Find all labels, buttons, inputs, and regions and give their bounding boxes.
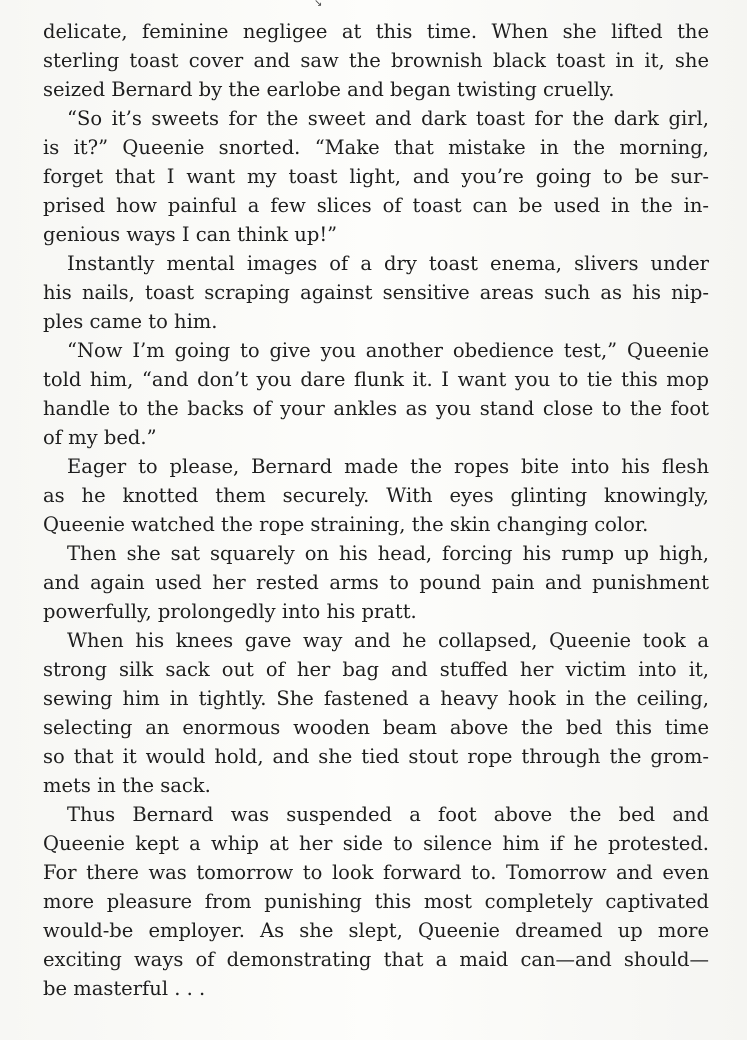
text-line: strong silk sack out of her bag and stuffed her victim into it,: [43, 658, 709, 681]
text-line: Instantly mental images of a dry toast enema, slivers under: [67, 252, 709, 275]
text-line: handle to the backs of your ankles as you stand close to the foot: [43, 397, 709, 420]
text-line: exciting ways of demonstrating that a maid can—and should—: [43, 948, 709, 971]
text-line: forget that I want my toast light, and you’re going to be sur-: [43, 165, 709, 188]
text-line: more pleasure from punishing this most completely captivated: [43, 890, 709, 913]
text-line: genious ways I can think up!”: [43, 223, 338, 246]
text-line: For there was tomorrow to look forward to. Tomorrow and even: [43, 861, 709, 884]
text-line: When his knees gave way and he collapsed, Queenie took a: [67, 629, 709, 652]
text-line: sewing him in tightly. She fastened a heavy hook in the ceiling,: [43, 687, 709, 710]
text-line: “So it’s sweets for the sweet and dark toast for the dark girl,: [67, 107, 709, 130]
text-line: be masterful . . .: [43, 977, 206, 1000]
text-line: Then she sat squarely on his head, forcing his rump up high,: [67, 542, 709, 565]
text-line: ples came to him.: [43, 310, 218, 333]
text-line: seized Bernard by the earlobe and began twisting cruelly.: [43, 78, 615, 101]
text-line: Queenie watched the rope straining, the skin changing color.: [43, 513, 649, 536]
text-line: of my bed.”: [43, 426, 157, 449]
text-line: as he knotted them securely. With eyes glinting knowingly,: [43, 484, 709, 507]
text-line: mets in the sack.: [43, 774, 211, 797]
text-line: and again used her rested arms to pound pain and punishment: [43, 571, 709, 594]
text-line: selecting an enormous wooden beam above the bed this time: [43, 716, 709, 739]
text-line: is it?” Queenie snorted. “Make that mistake in the morning,: [43, 136, 709, 159]
text-line: so that it would hold, and she tied stout rope through the grom-: [43, 745, 709, 768]
text-line: told him, “and don’t you dare flunk it. I want you to tie this mop: [43, 368, 709, 391]
text-line: delicate, feminine negligee at this time. When she lifted the: [43, 20, 709, 43]
text-line: powerfully, prolongedly into his pratt.: [43, 600, 417, 623]
text-line: prised how painful a few slices of toast can be used in the in-: [43, 194, 709, 217]
text-line: Queenie kept a whip at her side to silence him if he protested.: [43, 832, 709, 855]
text-line: his nails, toast scraping against sensitive areas such as his nip-: [43, 281, 709, 304]
scan-mark: ↘: [314, 0, 323, 9]
page-body-text: [43, 17, 709, 1003]
text-line: would-be employer. As she slept, Queenie dreamed up more: [43, 919, 709, 942]
text-line: Thus Bernard was suspended a foot above the bed and: [67, 803, 709, 826]
text-line: “Now I’m going to give you another obedience test,” Queenie: [67, 339, 709, 362]
text-line: sterling toast cover and saw the brownish black toast in it, she: [43, 49, 709, 72]
text-line: Eager to please, Bernard made the ropes bite into his flesh: [67, 455, 709, 478]
